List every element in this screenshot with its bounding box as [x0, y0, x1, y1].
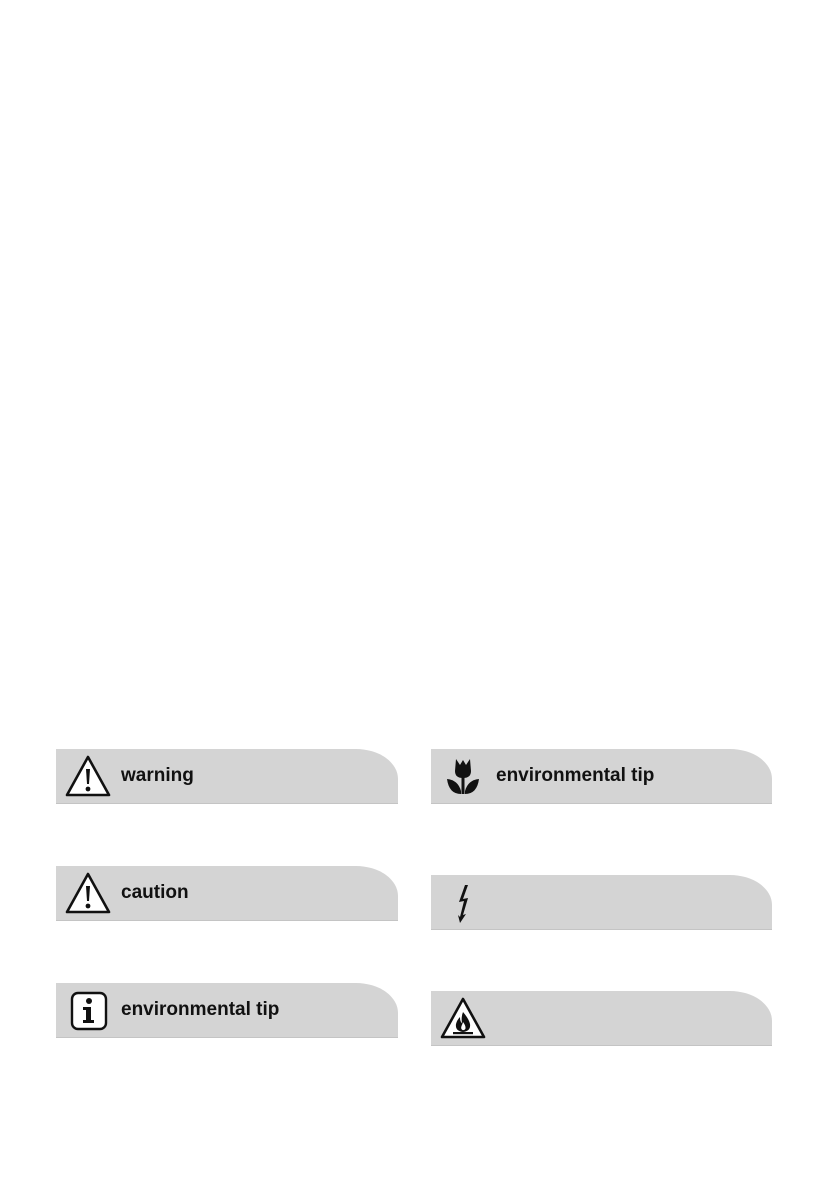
- environmental-tip-flower-bar: [431, 749, 772, 804]
- flower-icon: [439, 753, 487, 799]
- electrical-hazard-bar: [431, 875, 772, 930]
- info-icon: [64, 987, 112, 1033]
- environmental-tip-label: environmental tip: [121, 999, 280, 1020]
- warning-triangle-icon: [64, 753, 112, 799]
- warning-triangle-icon: [64, 870, 112, 916]
- warning-notice-bar: [56, 749, 398, 804]
- environmental-tip-info-bar: [56, 983, 398, 1038]
- fire-hazard-bar: [431, 991, 772, 1046]
- lightning-bolt-icon: [439, 879, 487, 925]
- flammable-triangle-icon: [439, 995, 487, 1041]
- warning-label: warning: [121, 765, 194, 786]
- caution-label: caution: [121, 882, 189, 903]
- environmental-tip-label: environmental tip: [496, 765, 655, 786]
- caution-notice-bar: [56, 866, 398, 921]
